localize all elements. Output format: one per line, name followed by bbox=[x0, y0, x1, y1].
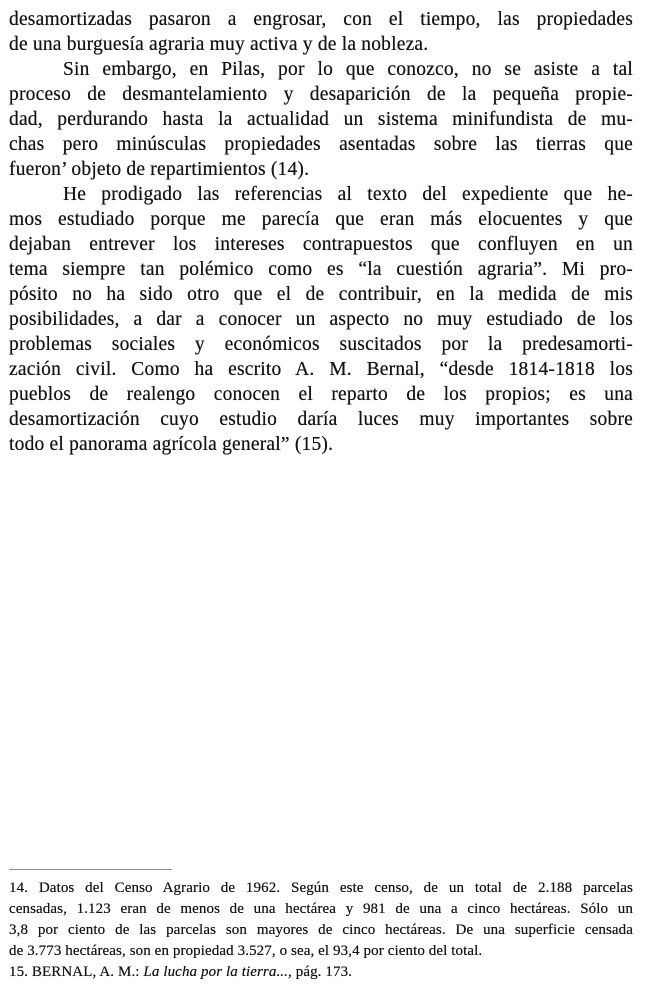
text-line: problemas sociales y económicos suscitados por la predesamorti- bbox=[9, 334, 633, 355]
footnote-line: 14. Datos del Censo Agrario de 1962. Según este censo, de un total de 2.188 parcelas bbox=[9, 880, 633, 896]
footnote-item bbox=[9, 962, 633, 983]
footnote-line: 3,8 por ciento de las parcelas son mayores de cinco hectáreas. De una superficie censada bbox=[9, 922, 633, 938]
paragraph bbox=[9, 57, 633, 182]
text-line: fueron’ objeto de repartimientos (14). bbox=[9, 159, 310, 180]
text-line: chas pero minúsculas propiedades asentadas sobre las tierras que bbox=[9, 134, 633, 155]
text-line: de una burguesía agraria muy activa y de la nobleza. bbox=[9, 34, 429, 55]
body-text bbox=[9, 7, 633, 457]
text-line: zación civil. Como ha escrito A. M. Bernal, “desde 1814-1818 los bbox=[9, 359, 633, 380]
text-line: desamortización cuyo estudio daría luces muy importantes sobre bbox=[9, 409, 633, 430]
text-line: desamortizadas pasaron a engrosar, con el tiempo, las propiedades bbox=[9, 9, 633, 30]
footnote-line bbox=[9, 962, 633, 983]
text-line: todo el panorama agrícola general” (15). bbox=[9, 434, 334, 455]
text-line: tema siempre tan polémico como es “la cuestión agraria”. Mi pro- bbox=[9, 259, 633, 280]
text-line: mos estudiado porque me parecía que eran más elocuentes y que bbox=[9, 209, 633, 230]
text-line: He prodigado las referencias al texto del expediente que he- bbox=[63, 184, 633, 205]
paragraph bbox=[9, 7, 633, 57]
footnote-text: , pág. 173. bbox=[288, 964, 353, 980]
paragraph bbox=[9, 182, 633, 457]
text-line: proceso de desmantelamiento y desaparición de la pequeña propie- bbox=[9, 84, 633, 105]
text-line: pósito no ha sido otro que el de contribuir, en la medida de mis bbox=[9, 284, 633, 305]
footnote-line: de 3.773 hectáreas, son en propiedad 3.527, o sea, el 93,4 por ciento del total. bbox=[9, 943, 483, 959]
text-line: dad, perdurando hasta la actualidad un sistema minifundista de mu- bbox=[9, 109, 633, 130]
text-line: Sin embargo, en Pilas, por lo que conozco, no se asiste a tal bbox=[63, 59, 633, 80]
footnote-text: 15. BERNAL, A. M.: bbox=[9, 964, 144, 980]
cited-work-title: La lucha por la tierra... bbox=[143, 964, 289, 980]
text-line: pueblos de realengo conocen el reparto de los propios; es una bbox=[9, 384, 633, 405]
footnote-section bbox=[9, 866, 633, 983]
footnote-list bbox=[9, 878, 633, 983]
footnote-line: censadas, 1.123 eran de menos de una hectárea y 981 de una a cinco hectáreas. Sólo un bbox=[9, 901, 633, 917]
footnote-divider bbox=[9, 869, 172, 870]
footnote-item bbox=[9, 878, 633, 962]
text-line: posibilidades, a dar a conocer un aspecto no muy estudiado de los bbox=[9, 309, 633, 330]
text-line: dejaban entrever los intereses contrapuestos que confluyen en un bbox=[9, 234, 633, 255]
